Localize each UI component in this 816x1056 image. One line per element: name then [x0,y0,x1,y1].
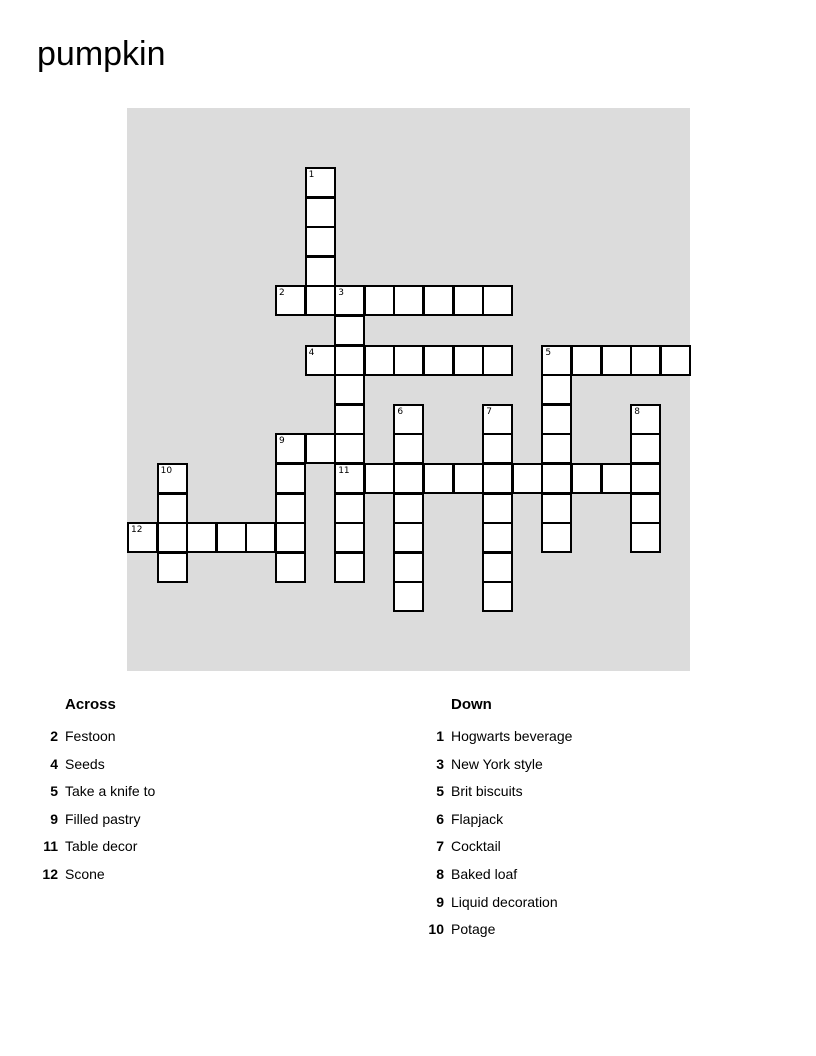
across-heading: Across [65,696,116,713]
grid-cell[interactable] [275,463,306,494]
grid-cell[interactable] [393,404,424,435]
grid-cell[interactable] [423,285,454,316]
down-clue [428,916,816,944]
grid-cell[interactable] [334,433,365,464]
down-clue [436,723,816,751]
across-clue [50,751,445,779]
across-clue [43,833,445,861]
grid-cell[interactable] [393,552,424,583]
clue-number: 1 [308,170,315,180]
grid-cell[interactable] [305,226,336,257]
grid-cell[interactable] [127,522,158,553]
grid-cell[interactable] [393,581,424,612]
down-clues [428,694,816,944]
grid-cell[interactable] [541,433,572,464]
grid-cell[interactable] [482,345,513,376]
clue-number: 11 [338,466,350,476]
clue-number: 4 [308,347,315,358]
clue-text: Table decor [65,838,138,855]
down-clue [436,751,816,779]
grid-cell[interactable] [630,433,661,464]
clue-number: 9 [50,810,58,827]
down-clue [436,833,816,861]
grid-cell[interactable] [334,404,365,435]
grid-cell[interactable] [364,345,395,376]
clue-number: 10 [160,466,173,476]
grid-cell[interactable] [541,463,572,494]
clue-number: 6 [397,406,404,417]
grid-cell[interactable] [601,463,632,494]
grid-cell[interactable] [541,493,572,524]
clue-text: Brit biscuits [451,783,523,800]
clue-text: Baked loaf [451,865,518,882]
grid-cell[interactable] [482,581,513,612]
grid-cell[interactable] [364,463,395,494]
down-heading: Down [451,696,492,713]
clue-text: Hogwarts beverage [451,728,573,744]
grid-cell[interactable] [482,522,513,553]
grid-cell[interactable] [630,493,661,524]
grid-cell[interactable] [393,433,424,464]
grid-cell[interactable] [482,552,513,583]
grid-cell[interactable] [423,345,454,376]
clue-number: 10 [428,921,444,938]
grid-cell[interactable] [453,463,484,494]
grid-cell[interactable] [305,345,336,376]
grid-cell[interactable] [393,493,424,524]
across-clue [50,806,445,834]
grid-cell[interactable] [157,493,188,524]
grid-cell[interactable] [393,285,424,316]
grid-cell[interactable] [305,197,336,228]
grid-cell[interactable] [512,463,543,494]
grid-cell[interactable] [275,552,306,583]
clue-number: 5 [50,783,58,800]
grid-cell[interactable] [630,404,661,435]
grid-cell[interactable] [660,345,691,376]
clue-number: 3 [436,755,444,772]
clue-number: 12 [131,525,143,536]
grid-cell[interactable] [334,285,365,316]
clue-number: 7 [486,406,492,417]
grid-cell[interactable] [186,522,217,553]
grid-cell[interactable] [334,315,365,346]
page-title: pumpkin [37,35,166,73]
grid-cell[interactable] [601,345,632,376]
grid-cell[interactable] [334,493,365,524]
crossword-grid [127,108,690,671]
clue-number: 1 [436,728,444,744]
clue-text: Liquid decoration [451,893,558,910]
grid-cell[interactable] [275,285,306,316]
grid-cell[interactable] [482,493,513,524]
across-clue [42,861,445,889]
grid-cell[interactable] [157,463,188,494]
clue-number: 9 [279,436,285,447]
grid-cell[interactable] [453,345,484,376]
grid-cell[interactable] [275,493,306,524]
grid-cell[interactable] [541,404,572,435]
grid-cell[interactable] [630,345,661,376]
grid-cell[interactable] [334,522,365,553]
grid-cell[interactable] [275,522,306,553]
clue-text: New York style [451,755,543,772]
grid-cell[interactable] [245,522,276,553]
grid-cell[interactable] [275,433,306,464]
clue-number: 5 [545,347,552,358]
clue-text: Cocktail [451,838,501,855]
across-clue [50,723,445,751]
grid-cell[interactable] [423,463,454,494]
clue-number: 7 [436,838,444,855]
clue-text: Filled pastry [65,810,141,827]
clue-text: Take a knife to [65,783,156,800]
clue-number: 3 [338,288,344,299]
clue-number: 6 [436,810,444,827]
grid-cell[interactable] [216,522,247,553]
across-clues [42,694,445,889]
grid-cell[interactable] [482,433,513,464]
clue-text: Scone [65,865,105,882]
down-clue [436,778,816,806]
clue-text: Seeds [65,755,105,772]
down-clue-list [428,723,816,944]
clue-number: 8 [436,865,444,882]
grid-cell[interactable] [364,285,395,316]
grid-cell[interactable] [482,404,513,435]
grid-cell[interactable] [334,463,365,494]
grid-cell[interactable] [541,374,572,405]
clue-number: 2 [279,288,285,299]
grid-cell[interactable] [393,345,424,376]
clue-number: 5 [436,783,444,800]
grid-cell[interactable] [305,256,336,287]
grid-cell[interactable] [482,463,513,494]
grid-cell[interactable] [393,463,424,494]
grid-cell[interactable] [305,433,336,464]
grid-cell[interactable] [630,463,661,494]
grid-cell[interactable] [305,285,336,316]
grid-cell[interactable] [482,285,513,316]
clue-number: 11 [43,838,58,855]
across-clue [50,778,445,806]
clue-number: 9 [436,893,444,910]
clue-text: Flapjack [451,810,504,827]
grid-cell[interactable] [157,552,188,583]
down-clue [436,889,816,917]
clue-number: 2 [50,728,58,744]
down-clue [436,861,816,889]
grid-cell[interactable] [334,552,365,583]
clue-number: 8 [634,406,640,417]
across-clue-list [42,723,445,889]
clue-text: Potage [451,921,496,938]
grid-cell[interactable] [453,285,484,316]
grid-cell[interactable] [334,374,365,405]
grid-cell[interactable] [571,345,602,376]
grid-cell[interactable] [571,463,602,494]
down-clue [436,806,816,834]
clue-number: 12 [42,865,58,882]
grid-cell[interactable] [157,522,188,553]
clue-number: 4 [50,755,58,772]
grid-cell[interactable] [541,345,572,376]
grid-cell[interactable] [541,522,572,553]
grid-cell[interactable] [334,345,365,376]
grid-cell[interactable] [393,522,424,553]
clue-text: Festoon [65,728,116,744]
grid-cell[interactable] [305,167,336,198]
grid-cell[interactable] [630,522,661,553]
